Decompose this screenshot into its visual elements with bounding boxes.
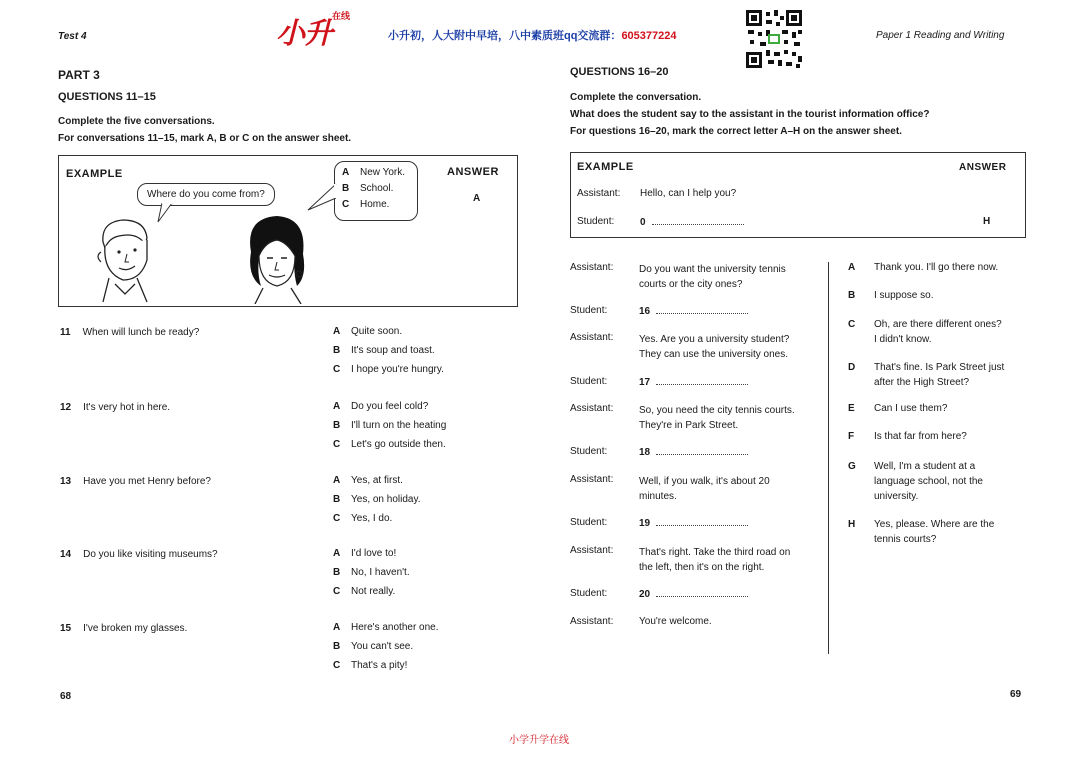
question-number: 14 — [60, 549, 72, 560]
boy-illustration-icon — [89, 214, 169, 304]
dialogue-line: Yes. Are you a university student? They can use the university ones. — [639, 334, 790, 360]
question-prompt: I've broken my glasses. — [83, 623, 188, 634]
option-text: That's a pity! — [351, 660, 408, 671]
promo-number: 605377224 — [621, 30, 677, 42]
option-letter: B — [333, 567, 341, 578]
dialogue-line: So, you need the city tennis courts. They're in Park Street. — [639, 405, 795, 431]
instruction-left-2: For conversations 11–15, mark A, B or C on the answer sheet. — [58, 133, 352, 144]
gap-number: 16 — [639, 306, 651, 317]
speaker-label: Assistant: — [570, 545, 614, 556]
brand-logo: 小升 — [276, 18, 333, 50]
speaker-label: Student: — [570, 305, 608, 316]
option-letter: B — [333, 494, 341, 505]
option-letter: B — [333, 345, 341, 356]
speaker-label: Student: — [570, 517, 608, 528]
speaker-label: Assistant: — [570, 403, 614, 414]
speaker-label: Assistant: — [570, 332, 614, 343]
option-text: I'd love to! — [351, 548, 397, 559]
answer-label: ANSWER — [959, 162, 1007, 173]
answer-gap — [656, 517, 748, 526]
option-text: Do you feel cold? — [351, 401, 429, 412]
option-text: Yes, at first. — [351, 475, 403, 486]
option-text: I hope you're hungry. — [351, 364, 444, 375]
speaker-label: Student: — [570, 446, 608, 457]
option-letter: C — [342, 199, 350, 210]
woman-illustration-icon — [237, 212, 317, 304]
running-header-left: Test 4 — [58, 31, 87, 42]
qr-code-icon — [744, 8, 804, 70]
page-number-left: 68 — [60, 691, 72, 702]
option-letter: C — [333, 513, 341, 524]
option-letter: A — [333, 326, 341, 337]
option-letter: A — [333, 475, 341, 486]
example-answer: H — [983, 216, 991, 227]
answer-label: ANSWER — [447, 166, 499, 178]
page-number-right: 69 — [1010, 689, 1022, 700]
questions-heading-right: QUESTIONS 16–20 — [570, 66, 669, 78]
option-letter: A — [333, 548, 341, 559]
answer-option: C Oh, are there different ones? I didn't know. — [848, 319, 1002, 345]
part-heading: PART 3 — [58, 68, 100, 82]
example-answer: A — [473, 193, 481, 204]
speaker-label: Assistant: — [570, 262, 614, 273]
option-text: I'll turn on the heating — [351, 420, 447, 431]
dialogue-line: That's right. Take the third road on the left, then it's on the right. — [639, 547, 791, 573]
questions-heading-left: QUESTIONS 11–15 — [58, 91, 156, 103]
speaker-label: Student: — [570, 588, 608, 599]
answer-option: F Is that far from here? — [848, 431, 967, 442]
speaker-label: Assistant: — [577, 188, 621, 199]
option-text: School. — [360, 183, 394, 194]
question-prompt: When will lunch be ready? — [82, 327, 200, 338]
question-prompt: Do you like visiting museums? — [83, 549, 218, 560]
speaker-label: Student: — [577, 216, 615, 227]
answer-gap — [652, 216, 744, 225]
instruction-right-3: For questions 16–20, mark the correct letter A–H on the answer sheet. — [570, 126, 902, 137]
footer-watermark: 小学升学在线 — [509, 735, 569, 746]
running-header-right: Paper 1 Reading and Writing — [876, 30, 1005, 41]
example-label: EXAMPLE — [577, 161, 634, 173]
question-prompt: Have you met Henry before? — [83, 476, 211, 487]
example-box-left — [58, 155, 518, 307]
example-options-bubble — [334, 161, 418, 221]
option-text: Home. — [360, 199, 390, 210]
option-text: Quite soon. — [351, 326, 403, 337]
question-number: 12 — [60, 402, 72, 413]
dialogue-line: Do you want the university tennis courts or the city ones? — [639, 264, 786, 290]
gap-number: 0 — [640, 217, 646, 228]
speaker-label: Student: — [570, 376, 608, 387]
option-text: Yes, I do. — [351, 513, 393, 524]
option-letter: C — [333, 364, 341, 375]
speaker-label: Assistant: — [570, 474, 614, 485]
answer-gap — [656, 376, 748, 385]
option-letter: A — [333, 622, 341, 633]
instruction-right-1: Complete the conversation. — [570, 92, 702, 103]
question-number: 15 — [60, 623, 72, 634]
brand-logo-tag: 在线 — [332, 11, 351, 21]
option-text: No, I haven't. — [351, 567, 410, 578]
example-box-right — [570, 152, 1026, 238]
option-text: New York. — [360, 167, 406, 178]
dialogue-line: Hello, can I help you? — [640, 188, 737, 199]
bubble-tail-icon — [307, 178, 337, 212]
option-letter: B — [342, 183, 350, 194]
option-text: Not really. — [351, 586, 396, 597]
option-letter: A — [342, 167, 350, 178]
answer-option: D That's fine. Is Park Street just after the High Street? — [848, 362, 1005, 388]
option-letter: C — [333, 660, 341, 671]
answer-gap — [656, 446, 748, 455]
question-prompt: It's very hot in here. — [83, 402, 171, 413]
answer-option: A Thank you. I'll go there now. — [848, 262, 999, 273]
option-letter: A — [333, 401, 341, 412]
answer-option: H Yes, please. Where are the tennis courts? — [848, 519, 995, 545]
answer-option: G Well, I'm a student at a language school, not the university. — [848, 461, 983, 502]
speaker-label: Assistant: — [570, 616, 614, 627]
answer-gap — [656, 305, 748, 314]
example-label: EXAMPLE — [66, 168, 123, 180]
gap-number: 18 — [639, 447, 651, 458]
dialogue-line: You're welcome. — [639, 616, 712, 627]
answer-gap — [656, 588, 748, 597]
instruction-right-2: What does the student say to the assistant in the tourist information office? — [570, 109, 930, 120]
option-text: Yes, on holiday. — [351, 494, 421, 505]
question-number: 11 — [60, 327, 71, 338]
gap-number: 19 — [639, 518, 651, 529]
answer-option: B I suppose so. — [848, 290, 934, 301]
option-text: You can't see. — [351, 641, 414, 652]
option-text: Here's another one. — [351, 622, 439, 633]
answer-option: E Can I use them? — [848, 403, 948, 414]
instruction-left-1: Complete the five conversations. — [58, 116, 215, 127]
option-text: Let's go outside then. — [351, 439, 446, 450]
option-letter: B — [333, 420, 341, 431]
column-divider — [828, 262, 829, 654]
dialogue-line: Well, if you walk, it's about 20 minutes. — [639, 476, 770, 502]
option-letter: C — [333, 586, 341, 597]
example-question-bubble: Where do you come from? — [137, 183, 275, 206]
gap-number: 17 — [639, 377, 651, 388]
gap-number: 20 — [639, 589, 651, 600]
option-letter: B — [333, 641, 341, 652]
option-text: It's soup and toast. — [351, 345, 435, 356]
promo-banner: 小升初，人大附中早培，八中素质班qq交流群：605377224 — [388, 30, 677, 42]
question-number: 13 — [60, 476, 72, 487]
option-letter: C — [333, 439, 341, 450]
